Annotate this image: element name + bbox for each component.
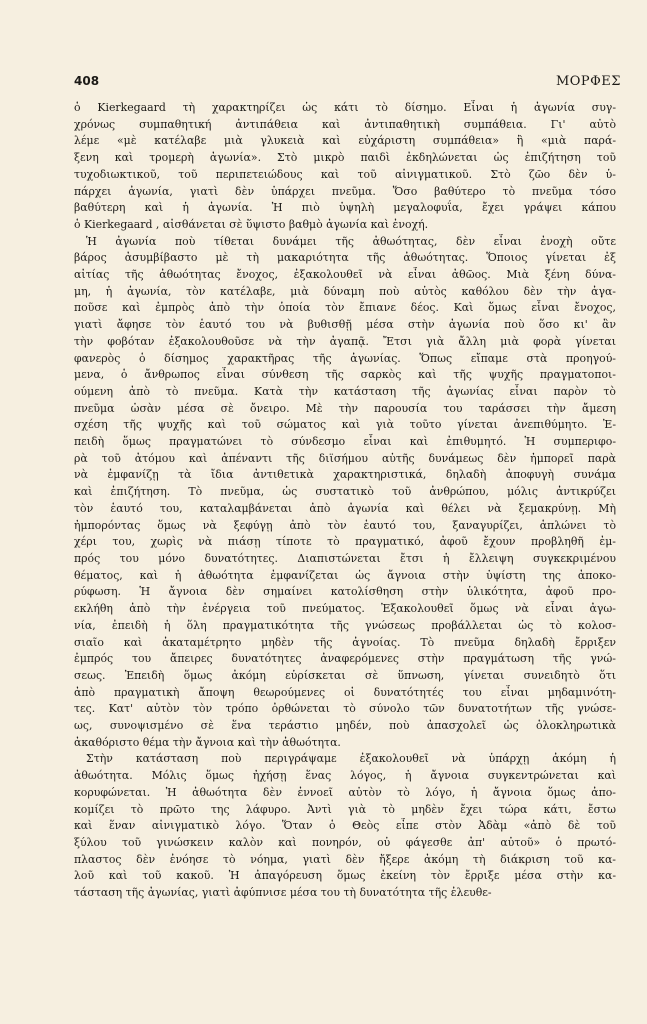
text-line: καὶ ἐπιζήτηση. Τὸ πνεῦμα, ὡς συστατικὸ τοῦ ἀνθρώπου, μόλις ἀντικρύζει	[74, 485, 616, 499]
text-line: σχέση τῆς ψυχῆς καὶ τοῦ σώματος καὶ γιὰ τοῦτο γίνεται ἀνεπιθύμητο. Ἐ-	[74, 418, 616, 432]
text-line: τάσταση τῆς ἀγωνίας, γιατὶ ἀφύπνισε μέσα του τὴ δυνατότητα τῆς ἐλευθε-	[74, 886, 492, 900]
text-line: χέρι του, χωρὶς νὰ πιάσῃ τίποτε τὸ πραγματικό, ἀφοῦ ἔχουν προβληθῆ ἐμ-	[74, 535, 616, 549]
text-line: μη, ἡ ἀγωνία, τὸν κατέλαβε, μιὰ δύναμη ποὺ αὐτὸς καθόλου δὲν τὴν ἀγα-	[74, 284, 616, 298]
text-line: χρόνως συμπαθητική ἀντιπάθεια καὶ ἀντιπαθητικὴ συμπάθεια. Γι' αὐτὸ	[74, 117, 616, 131]
text-line: ρύφωση. Ἡ ἄγνοια δὲν σημαίνει κατολίσθηση στὴν ὑλικότητα, ἀφοῦ προ-	[74, 585, 616, 599]
text-line: πάρχει ἀγωνία, γιατὶ δὲν ὑπάρχει πνεῦμα. Ὅσο βαθύτερο τὸ πνεῦμα τόσο	[74, 184, 616, 198]
text-line: ἀπὸ πραγματικὴ ἄποψη θεωρούμενες οἱ δυνατότητές του εἶναι μηδαμινότη-	[74, 685, 616, 699]
text-line: ξύλου τοῦ γινώσκειν καλὸν καὶ πονηρόν, οὐ φάγεσθε ἀπ' αὐτοῦ» ὁ πρωτό-	[74, 835, 616, 849]
text-line: αἰτίας τῆς ἀθωότητας ἔνοχος, ἐξακολουθεῖ νὰ εἶναι ἀθῶος. Μιὰ ξένη δύνα-	[74, 268, 616, 282]
text-line: ὁ Kierkegaard τὴ χαρακτηρίζει ὡς κάτι τὸ δίσημο. Εἶναι ἡ ἀγωνία συγ-	[74, 101, 616, 114]
text-line: πρός του μόνο δυνατότητες. Διαπιστώνεται ἔτσι ἡ ἔλλειψη συγκεκριμένου	[74, 551, 616, 565]
text-line: ξενη καὶ τρομερὴ ἀγωνία». Στὸ μικρὸ παιδὶ ἐκδηλώνεται ὡς ἐπιζήτηση τοῦ	[74, 151, 616, 165]
running-head: ΜΟΡΦΕΣ	[555, 74, 621, 89]
text-line: πνεῦμα ὡσὰν μέσα σὲ ὄνειρο. Μὲ τὴν παρουσία του ταράσσει τὴν ἄμεση	[74, 401, 616, 415]
page-header	[74, 74, 621, 89]
text-line: γιατὶ ἄφησε τὸν ἑαυτό του νὰ βυθισθῇ μέσα στὴν ἀγωνία ποὺ ὅσο κι' ἂν	[74, 318, 616, 332]
text-line: ρὰ τοῦ ἀτόμου καὶ ἀπέναντι τῆς διϊσήμου αὐτῆς δυνάμεως δὲν ἠμπορεῖ παρὰ	[74, 451, 616, 465]
text-line: φανερὸς ὁ δίσημος χαρακτῆρας τῆς ἀγωνίας. Ὅπως εἴπαμε στὰ προηγού-	[74, 351, 616, 365]
text-line: πλαστος δὲν ἐνόησε τὸ νόημα, γιατὶ δὲν ἤξερε ἀκόμη τὴ διάκριση τοῦ κα-	[74, 852, 616, 866]
text-line: θέματος, καὶ ἡ ἀθωότητα ἐμφανίζεται ὡς ἄγνοια στὴν ὑψίστη της ἀποκο-	[74, 568, 616, 582]
text-line: ποῦσε καὶ ἐμπρὸς ἀπὸ τὴν ὁποία τὸν ἔπιανε δέος. Καὶ ὅμως εἶναι ἔνοχος,	[74, 301, 616, 315]
text-line: μενα, ὁ ἄνθρωπος εἶναι σύνθεση τῆς σαρκὸς καὶ τῆς ψυχῆς πραγματοποι-	[74, 368, 616, 382]
text-line: νία, ἐπειδὴ ἡ ὅλη πραγματικότητα τῆς γνώσεως προβάλλεται ὡς τὸ κολοσ-	[74, 618, 616, 632]
text-line: ως, συνοψισμένο σὲ ἕνα τεράστιο μηδέν, ποὺ ἀπασχολεῖ ὡς ὁλοκληρωτικὰ	[74, 719, 616, 733]
paragraph	[74, 234, 616, 752]
text-line: κορυφώνεται. Ἡ ἀθωότητα δὲν ἐννοεῖ αὐτὸν τὸ λόγο, ἡ ἄγνοια ὅμως ἀπο-	[74, 785, 616, 799]
paragraph	[74, 751, 616, 901]
text-line: τὸν ἑαυτό του, καταλαμβάνεται ἀπὸ ἀγωνία καὶ θέλει νὰ ξεμακρύνῃ. Μὴ	[74, 501, 616, 515]
text-line: σεως. Ἐπειδὴ ὅμως ἀκόμη εὑρίσκεται σὲ ὕπνωση, γίνεται συνειδητὸ ὅτι	[74, 668, 616, 682]
text-line: λοῦ καὶ τοῦ κακοῦ. Ἡ ἀπαγόρευση ὅμως ἐκείνη τὸν ἔρριξε μέσα στὴν κα-	[74, 869, 616, 883]
text-line: ἀκαθόριστο θέμα τὴν ἄγνοια καὶ τὴν ἀθωότητα.	[74, 735, 341, 749]
text-line: βαθύτερη καὶ ἡ ἀγωνία. Ἡ πιὸ ὑψηλὴ μεγαλοφυΐα, ἔχει γράψει κάπου	[74, 201, 616, 215]
text-line: βάρος ἀσυμβίβαστο μὲ τὴ μακαριότητα τῆς ἀθωότητας. Ὅποιος γίνεται ἐξ	[74, 251, 616, 265]
text-line: νὰ ἐμφανίζῃ τὰ ἴδια ἀντιθετικὰ χαρακτηριστικά, δηλαδὴ ἀποφυγὴ συνάμα	[74, 468, 616, 482]
text-line: τες. Κατ' αὐτὸν τὸν τρόπο ὀρθώνεται τὸ σύνολο τῶν δυνατοτήτων τῆς γνώσε-	[74, 702, 616, 716]
text-line: ούμενη ἀπὸ τὸ πνεῦμα. Κατὰ τὴν κατάσταση τῆς ἀγωνίας εἶναι παρὸν τὸ	[74, 384, 616, 398]
text-line: εκλήθη ἀπὸ τὴν ἐνέργεια τοῦ πνεύματος. Ἐξακολουθεῖ ὅμως νὰ εἶναι ἀγω-	[74, 602, 616, 616]
text-line: ἐμπρός του ἄπειρες δυνατότητες ἀναφερόμενες στὴν πραγμάτωση τῆς γνώ-	[74, 652, 616, 666]
text-line: Στὴν κατάσταση ποὺ περιγράψαμε ἐξακολουθεῖ νὰ ὑπάρχῃ ἀκόμη ἡ	[86, 752, 616, 766]
text-line: κομίζει τὸ πρῶτο της λάφυρο. Ἀντὶ γιὰ τὸ μηδὲν ἔχει τώρα κάτι, ἔστω	[74, 802, 616, 816]
page-number: 408	[74, 74, 100, 88]
text-line: λέμε «μὲ κατέλαβε μιὰ γλυκειὰ καὶ εὐχάριστη συμπάθεια» ἢ «μιὰ παρά-	[74, 134, 616, 148]
text-line: Ἡ ἀγωνία ποὺ τίθεται δυνάμει τῆς ἀθωότητας, δὲν εἶναι ἐνοχὴ οὔτε	[86, 234, 616, 248]
text-line: τυχοδιωκτικοῦ, τοῦ περιπετειώδους καὶ τοῦ αἰνιγματικοῦ. Στὸ ζῶο δὲν ὑ-	[74, 167, 616, 181]
text-line: πειδὴ ὅμως πραγματώνει τὸ σύνδεσμο εἶναι καὶ ἐπιθυμητό. Ἡ συμπεριφο-	[74, 435, 616, 449]
text-line: τὴν φοβόταν ἐξακολουθοῦσε νὰ τὴν ἀγαπᾷ. Ἔτσι γιὰ ἄλλη μιὰ φορὰ γίνεται	[74, 334, 616, 348]
text-line: σιαῖο καὶ ἀκαταμέτρητο μηδὲν τῆς ἀγνοίας. Τὸ πνεῦμα δηλαδὴ ἔρριξεν	[74, 635, 616, 649]
text-line: καὶ ἕναν αἰνιγματικὸ λόγο. Ὅταν ὁ Θεὸς εἶπε στὸν Ἀδὰμ «ἀπὸ δὲ τοῦ	[74, 819, 616, 833]
body-text	[74, 100, 616, 902]
text-line: ἀθωότητα. Μόλις ὅμως ἠχήσῃ ἕνας λόγος, ἡ ἄγνοια συγκεντρώνεται καὶ	[74, 769, 616, 783]
text-line: ὁ Kierkegaard , αἰσθάνεται σὲ ὕψιστο βαθμὸ ἀγωνία καὶ ἐνοχή.	[74, 217, 429, 231]
text-line: ἠμπορόντας ὅμως νὰ ξεφύγῃ ἀπὸ τὸν ἑαυτό του, ξαναγυρίζει, ἁπλώνει τὸ	[74, 518, 616, 532]
paragraph	[74, 100, 616, 234]
